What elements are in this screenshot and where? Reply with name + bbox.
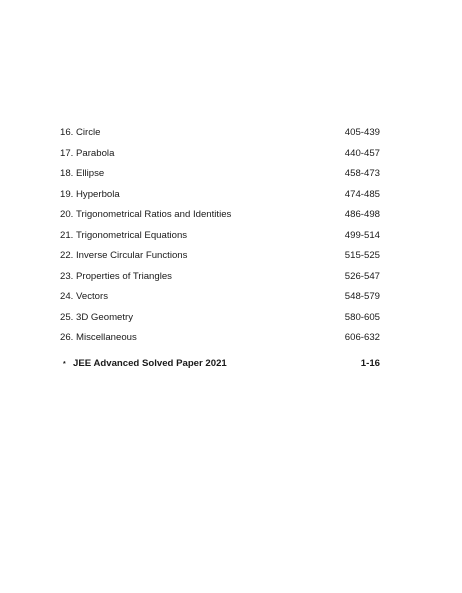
toc-entry-hyperbola[interactable]	[60, 185, 380, 206]
page-range: 526-547	[344, 270, 380, 282]
toc-entry-ellipse[interactable]	[60, 164, 380, 185]
chapter-number: 21.	[60, 229, 74, 241]
page-range: 548-579	[344, 291, 380, 302]
page-range: 440-457	[344, 147, 380, 159]
toc-entry-trig-equations[interactable]	[60, 226, 380, 247]
chapter-title: Properties of Triangles	[76, 270, 172, 282]
page-range: 486-498	[344, 209, 380, 220]
page-range: 474-485	[344, 188, 380, 200]
page-range: 458-473	[344, 168, 380, 179]
chapter-number: 26.	[60, 332, 74, 343]
chapter-title: Miscellaneous	[76, 332, 137, 343]
bullet-icon: *	[63, 360, 66, 368]
toc-entry-3d-geometry[interactable]	[60, 308, 380, 329]
toc-entry-parabola[interactable]	[60, 144, 380, 165]
chapter-title: Parabola	[76, 147, 115, 159]
toc-entry-inverse-circular[interactable]	[60, 246, 380, 267]
chapter-title: Hyperbola	[76, 188, 120, 200]
chapter-number: 19.	[60, 188, 74, 200]
chapter-number: 22.	[60, 250, 74, 261]
chapter-number: 23.	[60, 270, 74, 282]
special-title: JEE Advanced Solved Paper 2021	[73, 357, 227, 369]
page-range: 606-632	[344, 332, 380, 343]
toc-entry-vectors[interactable]	[60, 287, 380, 308]
table-of-contents	[60, 123, 380, 374]
page-range: 499-514	[344, 229, 380, 241]
toc-entry-triangles[interactable]	[60, 267, 380, 288]
chapter-title: Trigonometrical Ratios and Identities	[76, 209, 232, 220]
page-range: 405-439	[344, 127, 380, 138]
chapter-number: 18.	[60, 168, 74, 179]
toc-entry-trig-ratios[interactable]	[60, 205, 380, 226]
chapter-number: 20.	[60, 209, 74, 220]
page-range: 580-605	[344, 311, 380, 323]
chapter-number: 25.	[60, 311, 74, 323]
chapter-title: Circle	[76, 127, 101, 138]
chapter-title: 3D Geometry	[76, 311, 134, 323]
page-range: 515-525	[344, 250, 380, 261]
toc-entry-circle[interactable]	[60, 123, 380, 144]
toc-entry-solved-paper[interactable]	[60, 354, 380, 375]
chapter-title: Trigonometrical Equations	[76, 229, 188, 241]
chapter-number: 16.	[60, 127, 74, 138]
chapter-title: Vectors	[76, 291, 108, 302]
page-range: 1-16	[360, 357, 380, 369]
chapter-number: 24.	[60, 291, 74, 302]
toc-entry-miscellaneous[interactable]	[60, 328, 380, 349]
chapter-number: 17.	[60, 147, 74, 159]
chapter-title: Inverse Circular Functions	[76, 250, 188, 261]
chapter-title: Ellipse	[76, 168, 105, 179]
